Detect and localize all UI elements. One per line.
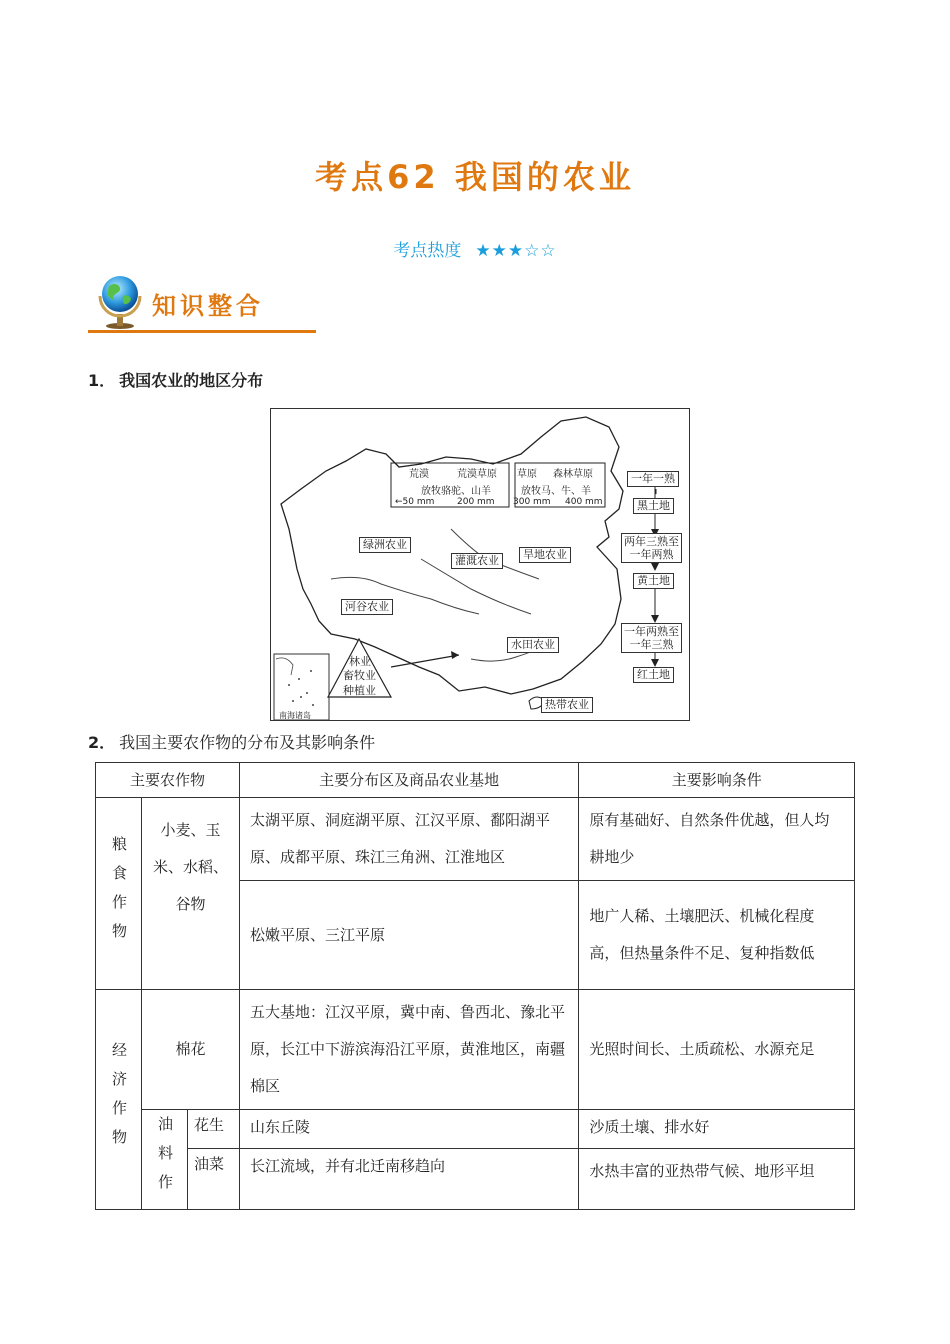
grain-crops: 小麦、玉米、水稻、谷物 <box>142 798 240 990</box>
label-valley: 河谷农业 <box>341 599 393 615</box>
chain-black-soil: 黑土地 <box>633 498 674 514</box>
label-oasis: 绿洲农业 <box>359 537 411 553</box>
cotton-area: 五大基地：江汉平原，冀中南、鲁西北、豫北平原，长江中下游滨海沿江平原，黄淮地区，南疆棉区 <box>239 990 578 1110</box>
legend-horse: 放牧马、牛、羊 <box>521 486 591 497</box>
page-title: 考点62 我国的农业 <box>315 158 635 196</box>
heading-1: 1． 我国农业的地区分布 <box>88 371 264 390</box>
legend-forest-steppe: 森林草原 <box>553 469 593 480</box>
legend-steppe: 草原 <box>517 469 537 480</box>
iso-400: 400 mm <box>565 497 603 507</box>
rapeseed-area: 长江流域，并有北迁南移趋向 <box>239 1149 578 1210</box>
table-row <box>96 798 855 881</box>
label-dryland: 旱地农业 <box>519 547 571 563</box>
star-rating: ★★★☆☆ <box>475 241 557 261</box>
oil-label: 油料作 <box>142 1110 188 1210</box>
header-area: 主要分布区及商品农业基地 <box>239 763 578 798</box>
table-row <box>96 1110 855 1149</box>
label-forestry: 林业 <box>349 655 371 668</box>
label-irrigation: 灌溉农业 <box>451 553 503 569</box>
chain-single-crop: 一年一熟 <box>627 471 679 487</box>
section-banner <box>88 272 316 336</box>
chain-loess: 黄土地 <box>633 573 674 589</box>
label-south-sea: 南海诸岛 <box>279 711 311 720</box>
rapeseed-cond: 水热丰富的亚热带气候、地形平坦 <box>579 1149 855 1210</box>
legend-desert: 荒漠 <box>409 469 429 480</box>
header-condition: 主要影响条件 <box>579 763 855 798</box>
table-header-row <box>96 763 855 798</box>
grain-cond-1: 原有基础好、自然条件优越，但人均耕地少 <box>579 798 855 881</box>
table-row <box>96 1149 855 1210</box>
grain-area-2: 松嫩平原、三江平原 <box>239 881 578 990</box>
iso-200: 200 mm <box>457 497 495 507</box>
cotton-name: 棉花 <box>142 990 240 1110</box>
heat-rating <box>0 236 950 261</box>
cotton-cond: 光照时间长、土质疏松、水源充足 <box>579 990 855 1110</box>
iso-50: ←50 mm <box>395 497 435 507</box>
peanut-area: 山东丘陵 <box>239 1110 578 1149</box>
globe-icon <box>92 272 148 330</box>
header-crop: 主要农作物 <box>96 763 240 798</box>
heat-label: 考点热度 <box>393 241 462 261</box>
legend-desert-steppe: 荒漠草原 <box>457 469 497 480</box>
grain-area-1: 太湖平原、洞庭湖平原、江汉平原、鄱阳湖平原、成都平原、珠江三角洲、江淮地区 <box>239 798 578 881</box>
legend-camel: 放牧骆驼、山羊 <box>421 486 491 497</box>
label-paddy: 水田农业 <box>507 637 559 653</box>
rapeseed-name: 油菜 <box>188 1149 240 1210</box>
table-row <box>96 990 855 1110</box>
chain-three-in-two: 两年三熟至 一年两熟 <box>621 533 682 563</box>
agriculture-map <box>270 408 690 721</box>
iso-300: 300 mm <box>513 497 551 507</box>
grain-label: 粮食作物 <box>96 798 142 990</box>
crop-table <box>95 762 855 1210</box>
heading-2: 2． 我国主要农作物的分布及其影响条件 <box>88 733 376 752</box>
section-title: 知识整合 <box>152 292 264 320</box>
label-tropical: 热带农业 <box>541 697 593 713</box>
chain-red-soil: 红土地 <box>633 667 674 683</box>
peanut-name: 花生 <box>188 1110 240 1149</box>
peanut-cond: 沙质土壤、排水好 <box>579 1110 855 1149</box>
section-rule <box>88 330 316 333</box>
chain-two-to-three: 一年两熟至 一年三熟 <box>621 623 682 653</box>
grain-cond-2: 地广人稀、土壤肥沃、机械化程度高，但热量条件不足、复种指数低 <box>579 881 855 990</box>
label-livestock: 畜牧业 <box>343 669 376 682</box>
econ-label: 经济作物 <box>96 990 142 1210</box>
label-planting: 种植业 <box>343 684 376 697</box>
